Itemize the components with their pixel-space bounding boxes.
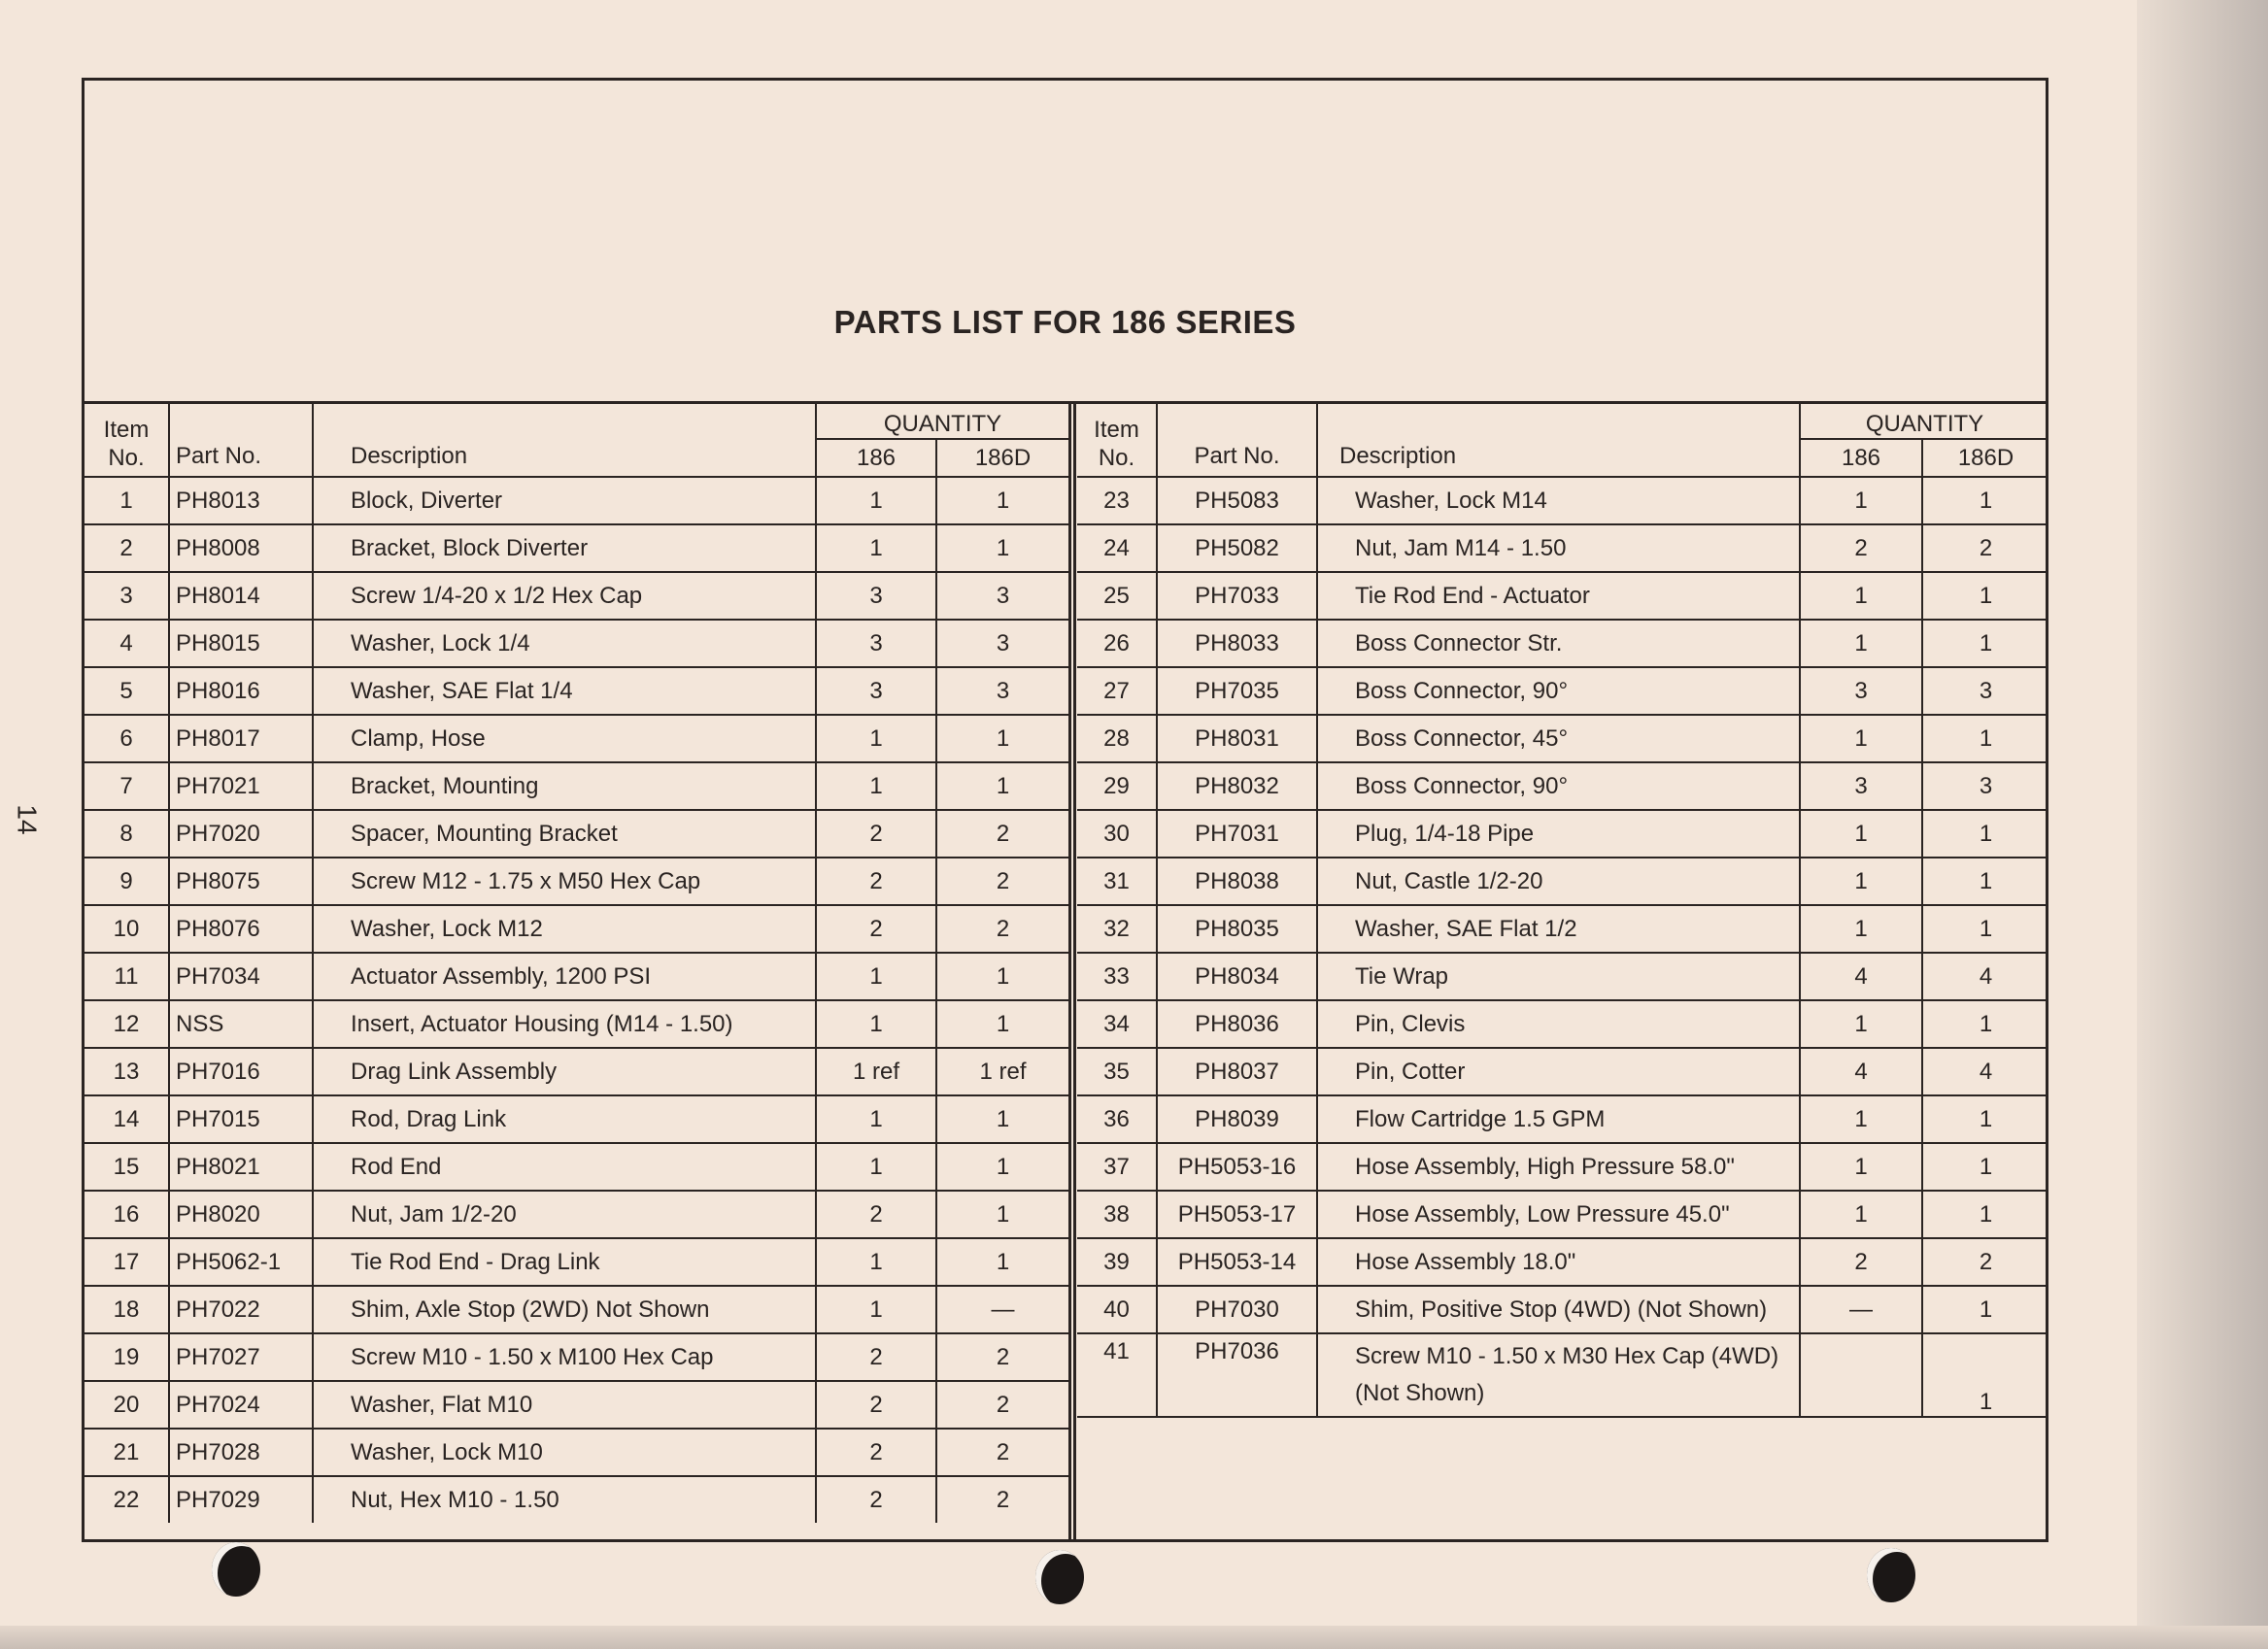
quantity-186d: 2 <box>1922 1238 2048 1286</box>
part-number: PH7031 <box>1157 810 1317 858</box>
page-edge <box>2137 0 2268 1649</box>
description-header: Description <box>1317 402 1800 477</box>
item-no-header: Item No. <box>85 402 169 477</box>
quantity-186d: 1 <box>1922 572 2048 620</box>
part-description: Nut, Jam M14 - 1.50 <box>1317 524 1800 572</box>
quantity-186d: 1 <box>1922 1143 2048 1191</box>
item-number: 17 <box>85 1238 169 1286</box>
qty-186d-header: 186D <box>936 439 1068 477</box>
item-number: 30 <box>1077 810 1157 858</box>
table-row <box>1077 810 2048 858</box>
quantity-186: 1 ref <box>816 1048 936 1095</box>
table-row <box>1077 762 2048 810</box>
part-number: PH7016 <box>169 1048 313 1095</box>
item-number: 6 <box>85 715 169 762</box>
quantity-186: 1 <box>1800 905 1922 953</box>
part-description: Washer, Flat M10 <box>313 1381 816 1429</box>
part-description: Nut, Jam 1/2-20 <box>313 1191 816 1238</box>
item-number: 5 <box>85 667 169 715</box>
quantity-186d: 3 <box>936 667 1068 715</box>
quantity-186d: 2 <box>936 858 1068 905</box>
quantity-186d: 3 <box>936 620 1068 667</box>
quantity-header: QUANTITY <box>1800 402 2048 439</box>
part-number: PH8037 <box>1157 1048 1317 1095</box>
item-number: 37 <box>1077 1143 1157 1191</box>
item-number: 25 <box>1077 572 1157 620</box>
part-number: NSS <box>169 1000 313 1048</box>
table-row <box>1077 667 2048 715</box>
quantity-186d: 1 <box>1922 905 2048 953</box>
quantity-186d: 1 <box>1922 1286 2048 1333</box>
table-row <box>1077 1238 2048 1286</box>
quantity-186d: 3 <box>1922 762 2048 810</box>
table-row <box>85 667 1068 715</box>
quantity-186d: 1 <box>1922 858 2048 905</box>
quantity-186d: 1 <box>936 953 1068 1000</box>
quantity-186: 4 <box>1800 1048 1922 1095</box>
item-number: 33 <box>1077 953 1157 1000</box>
item-number: 10 <box>85 905 169 953</box>
item-number: 7 <box>85 762 169 810</box>
item-number: 31 <box>1077 858 1157 905</box>
item-number: 18 <box>85 1286 169 1333</box>
quantity-186d: 1 <box>1922 1191 2048 1238</box>
item-number: 22 <box>85 1476 169 1523</box>
quantity-186: 1 <box>1800 1191 1922 1238</box>
part-description: Actuator Assembly, 1200 PSI <box>313 953 816 1000</box>
quantity-186d: 1 <box>936 762 1068 810</box>
item-number: 12 <box>85 1000 169 1048</box>
quantity-186: 1 <box>1800 715 1922 762</box>
part-description: Boss Connector, 45° <box>1317 715 1800 762</box>
quantity-186d: 1 <box>936 477 1068 524</box>
part-number: PH7022 <box>169 1286 313 1333</box>
table-row <box>1077 477 2048 524</box>
quantity-186: 3 <box>1800 667 1922 715</box>
part-description: Block, Diverter <box>313 477 816 524</box>
quantity-186: 1 <box>1800 1000 1922 1048</box>
quantity-186d: 2 <box>936 1476 1068 1523</box>
quantity-186d: 2 <box>936 1381 1068 1429</box>
table-row <box>1077 1095 2048 1143</box>
quantity-186: 1 <box>1800 620 1922 667</box>
item-number: 16 <box>85 1191 169 1238</box>
quantity-186d: 1 ref <box>936 1048 1068 1095</box>
item-number: 1 <box>85 477 169 524</box>
page-title: PARTS LIST FOR 186 SERIES <box>833 304 1297 340</box>
item-number: 40 <box>1077 1286 1157 1333</box>
part-number: PH8032 <box>1157 762 1317 810</box>
part-description: Flow Cartridge 1.5 GPM <box>1317 1095 1800 1143</box>
quantity-186d: 1 <box>936 1191 1068 1238</box>
table-row <box>85 524 1068 572</box>
page-bottom-edge <box>0 1626 2268 1649</box>
part-description: Clamp, Hose <box>313 715 816 762</box>
quantity-186: 2 <box>816 1191 936 1238</box>
quantity-186d: — <box>936 1286 1068 1333</box>
part-description: Screw M10 - 1.50 x M30 Hex Cap (4WD) (Not Shown) <box>1317 1333 1800 1417</box>
quantity-186d: 1 <box>1922 1095 2048 1143</box>
quantity-186d: 2 <box>1922 524 2048 572</box>
quantity-186: 2 <box>816 810 936 858</box>
binder-hole <box>212 1542 260 1597</box>
quantity-186d: 2 <box>936 1429 1068 1476</box>
part-number: PH8033 <box>1157 620 1317 667</box>
table-row <box>1077 1048 2048 1095</box>
item-number: 36 <box>1077 1095 1157 1143</box>
item-no-header: Item No. <box>1077 402 1157 477</box>
quantity-186d: 1 <box>936 524 1068 572</box>
item-number: 3 <box>85 572 169 620</box>
part-description: Pin, Clevis <box>1317 1000 1800 1048</box>
item-number: 38 <box>1077 1191 1157 1238</box>
table-row <box>1077 572 2048 620</box>
table-row <box>1077 1143 2048 1191</box>
part-number: PH7028 <box>169 1429 313 1476</box>
qty-186-header: 186 <box>1800 439 1922 477</box>
quantity-186: 1 <box>816 762 936 810</box>
table-row <box>85 620 1068 667</box>
quantity-186d: 1 <box>936 715 1068 762</box>
part-number: PH7034 <box>169 953 313 1000</box>
quantity-186: 2 <box>1800 524 1922 572</box>
table-row <box>85 572 1068 620</box>
part-number: PH8016 <box>169 667 313 715</box>
part-description: Washer, Lock M12 <box>313 905 816 953</box>
table-row <box>85 1286 1068 1333</box>
quantity-186d: 1 <box>936 1238 1068 1286</box>
quantity-186d: 2 <box>936 905 1068 953</box>
quantity-186: 3 <box>816 620 936 667</box>
binder-hole <box>1035 1550 1084 1604</box>
part-number: PH5053-14 <box>1157 1238 1317 1286</box>
item-number: 27 <box>1077 667 1157 715</box>
item-number: 21 <box>85 1429 169 1476</box>
part-number: PH7036 <box>1157 1333 1317 1417</box>
part-number: PH7035 <box>1157 667 1317 715</box>
item-number: 2 <box>85 524 169 572</box>
quantity-186: 4 <box>1800 953 1922 1000</box>
quantity-186d: 1 <box>1922 477 2048 524</box>
part-description: Tie Rod End - Actuator <box>1317 572 1800 620</box>
table-row <box>85 1476 1068 1523</box>
table-row <box>85 762 1068 810</box>
quantity-186: 1 <box>816 1238 936 1286</box>
parts-table-right <box>1077 402 2048 1418</box>
quantity-186d: 2 <box>936 1333 1068 1381</box>
quantity-186: 1 <box>1800 858 1922 905</box>
part-number: PH8015 <box>169 620 313 667</box>
item-number: 41 <box>1077 1333 1157 1417</box>
quantity-186d: 4 <box>1922 1048 2048 1095</box>
part-description: Screw 1/4-20 x 1/2 Hex Cap <box>313 572 816 620</box>
quantity-186d: 1 <box>936 1000 1068 1048</box>
item-number: 29 <box>1077 762 1157 810</box>
part-number: PH5053-16 <box>1157 1143 1317 1191</box>
table-row <box>85 810 1068 858</box>
table-row <box>85 905 1068 953</box>
part-number: PH5053-17 <box>1157 1191 1317 1238</box>
part-number: PH8021 <box>169 1143 313 1191</box>
center-divider <box>1068 402 1076 1539</box>
table-row <box>85 1333 1068 1381</box>
part-description: Boss Connector, 90° <box>1317 762 1800 810</box>
part-number: PH8039 <box>1157 1095 1317 1143</box>
part-number: PH8035 <box>1157 905 1317 953</box>
part-description: Nut, Hex M10 - 1.50 <box>313 1476 816 1523</box>
part-number: PH8014 <box>169 572 313 620</box>
part-number: PH8034 <box>1157 953 1317 1000</box>
part-description: Washer, Lock M14 <box>1317 477 1800 524</box>
table-row <box>85 1381 1068 1429</box>
quantity-186: 1 <box>1800 477 1922 524</box>
quantity-186: 1 <box>816 715 936 762</box>
table-row <box>85 1429 1068 1476</box>
part-number: PH7021 <box>169 762 313 810</box>
table-row <box>85 953 1068 1000</box>
quantity-186: 2 <box>816 905 936 953</box>
table-row <box>85 715 1068 762</box>
item-number: 15 <box>85 1143 169 1191</box>
item-number: 9 <box>85 858 169 905</box>
table-row <box>85 1000 1068 1048</box>
part-description: Spacer, Mounting Bracket <box>313 810 816 858</box>
part-description: Boss Connector Str. <box>1317 620 1800 667</box>
quantity-186: 1 <box>1800 572 1922 620</box>
part-description: Tie Rod End - Drag Link <box>313 1238 816 1286</box>
item-number: 24 <box>1077 524 1157 572</box>
quantity-186d: 4 <box>1922 953 2048 1000</box>
part-description: Boss Connector, 90° <box>1317 667 1800 715</box>
qty-186d-header: 186D <box>1922 439 2048 477</box>
quantity-186: 2 <box>816 1381 936 1429</box>
table-row <box>85 1095 1068 1143</box>
part-number: PH8031 <box>1157 715 1317 762</box>
parts-table-left <box>85 402 1068 1523</box>
part-number: PH7015 <box>169 1095 313 1143</box>
quantity-186d: 1 <box>1922 1333 2048 1417</box>
part-number: PH8036 <box>1157 1000 1317 1048</box>
part-description: Washer, SAE Flat 1/2 <box>1317 905 1800 953</box>
item-number: 23 <box>1077 477 1157 524</box>
quantity-186d: 1 <box>1922 620 2048 667</box>
table-row <box>1077 1333 2048 1417</box>
item-number: 35 <box>1077 1048 1157 1095</box>
part-description: Hose Assembly, Low Pressure 45.0" <box>1317 1191 1800 1238</box>
quantity-186: 2 <box>816 858 936 905</box>
part-description: Bracket, Mounting <box>313 762 816 810</box>
table-row <box>85 1143 1068 1191</box>
quantity-186: 3 <box>1800 762 1922 810</box>
part-description: Washer, SAE Flat 1/4 <box>313 667 816 715</box>
quantity-186: — <box>1800 1286 1922 1333</box>
quantity-header: QUANTITY <box>816 402 1068 439</box>
quantity-186d: 3 <box>936 572 1068 620</box>
table-row <box>1077 1286 2048 1333</box>
part-number: PH8020 <box>169 1191 313 1238</box>
part-number: PH8013 <box>169 477 313 524</box>
quantity-186: 1 <box>816 1000 936 1048</box>
part-description: Screw M10 - 1.50 x M100 Hex Cap <box>313 1333 816 1381</box>
quantity-186: 1 <box>816 1143 936 1191</box>
quantity-186: 1 <box>816 1095 936 1143</box>
item-number: 20 <box>85 1381 169 1429</box>
quantity-186d: 1 <box>1922 1000 2048 1048</box>
quantity-186 <box>1800 1333 1922 1417</box>
part-no-header: Part No. <box>1157 402 1317 477</box>
part-description: Bracket, Block Diverter <box>313 524 816 572</box>
part-number: PH8075 <box>169 858 313 905</box>
part-description: Screw M12 - 1.75 x M50 Hex Cap <box>313 858 816 905</box>
quantity-186: 1 <box>816 1286 936 1333</box>
item-number: 11 <box>85 953 169 1000</box>
part-number: PH5083 <box>1157 477 1317 524</box>
quantity-186: 1 <box>816 477 936 524</box>
part-number: PH7024 <box>169 1381 313 1429</box>
part-number: PH8008 <box>169 524 313 572</box>
part-number: PH7033 <box>1157 572 1317 620</box>
item-number: 39 <box>1077 1238 1157 1286</box>
table-row <box>85 477 1068 524</box>
part-description: Rod End <box>313 1143 816 1191</box>
table-row <box>1077 715 2048 762</box>
quantity-186d: 1 <box>1922 715 2048 762</box>
quantity-186d: 3 <box>1922 667 2048 715</box>
part-description: Plug, 1/4-18 Pipe <box>1317 810 1800 858</box>
quantity-186: 2 <box>1800 1238 1922 1286</box>
item-number: 26 <box>1077 620 1157 667</box>
quantity-186: 2 <box>816 1429 936 1476</box>
table-row <box>85 858 1068 905</box>
part-description: Tie Wrap <box>1317 953 1800 1000</box>
part-number: PH8038 <box>1157 858 1317 905</box>
part-number: PH5082 <box>1157 524 1317 572</box>
part-number: PH7027 <box>169 1333 313 1381</box>
qty-186-header: 186 <box>816 439 936 477</box>
table-row <box>1077 1000 2048 1048</box>
quantity-186: 2 <box>816 1333 936 1381</box>
part-description: Rod, Drag Link <box>313 1095 816 1143</box>
quantity-186d: 1 <box>1922 810 2048 858</box>
quantity-186: 1 <box>816 524 936 572</box>
table-row <box>85 1191 1068 1238</box>
item-number: 34 <box>1077 1000 1157 1048</box>
table-row <box>1077 905 2048 953</box>
part-description: Insert, Actuator Housing (M14 - 1.50) <box>313 1000 816 1048</box>
item-number: 19 <box>85 1333 169 1381</box>
quantity-186d: 1 <box>936 1143 1068 1191</box>
part-description: Pin, Cotter <box>1317 1048 1800 1095</box>
table-row <box>1077 953 2048 1000</box>
part-description: Drag Link Assembly <box>313 1048 816 1095</box>
item-number: 14 <box>85 1095 169 1143</box>
page-number: 14 <box>12 804 43 835</box>
table-row <box>1077 524 2048 572</box>
quantity-186: 1 <box>816 953 936 1000</box>
quantity-186d: 2 <box>936 810 1068 858</box>
part-description: Nut, Castle 1/2-20 <box>1317 858 1800 905</box>
quantity-186: 3 <box>816 572 936 620</box>
parts-list-frame <box>82 78 2048 1542</box>
item-number: 4 <box>85 620 169 667</box>
part-number: PH8076 <box>169 905 313 953</box>
part-description: Shim, Axle Stop (2WD) Not Shown <box>313 1286 816 1333</box>
part-number: PH7029 <box>169 1476 313 1523</box>
part-description: Hose Assembly, High Pressure 58.0" <box>1317 1143 1800 1191</box>
part-description: Washer, Lock 1/4 <box>313 620 816 667</box>
table-row <box>1077 620 2048 667</box>
part-no-header: Part No. <box>169 402 313 477</box>
item-number: 32 <box>1077 905 1157 953</box>
item-number: 13 <box>85 1048 169 1095</box>
table-row <box>85 1048 1068 1095</box>
quantity-186d: 1 <box>936 1095 1068 1143</box>
part-number: PH7020 <box>169 810 313 858</box>
part-number: PH5062-1 <box>169 1238 313 1286</box>
quantity-186: 3 <box>816 667 936 715</box>
part-description: Shim, Positive Stop (4WD) (Not Shown) <box>1317 1286 1800 1333</box>
table-row <box>1077 858 2048 905</box>
item-number: 28 <box>1077 715 1157 762</box>
quantity-186: 1 <box>1800 1143 1922 1191</box>
part-number: PH8017 <box>169 715 313 762</box>
part-description: Washer, Lock M10 <box>313 1429 816 1476</box>
description-header: Description <box>313 402 816 477</box>
quantity-186: 2 <box>816 1476 936 1523</box>
table-row <box>1077 1191 2048 1238</box>
part-description: Hose Assembly 18.0" <box>1317 1238 1800 1286</box>
binder-hole <box>1867 1548 1915 1602</box>
quantity-186: 1 <box>1800 810 1922 858</box>
item-number: 8 <box>85 810 169 858</box>
quantity-186: 1 <box>1800 1095 1922 1143</box>
table-row <box>85 1238 1068 1286</box>
part-number: PH7030 <box>1157 1286 1317 1333</box>
